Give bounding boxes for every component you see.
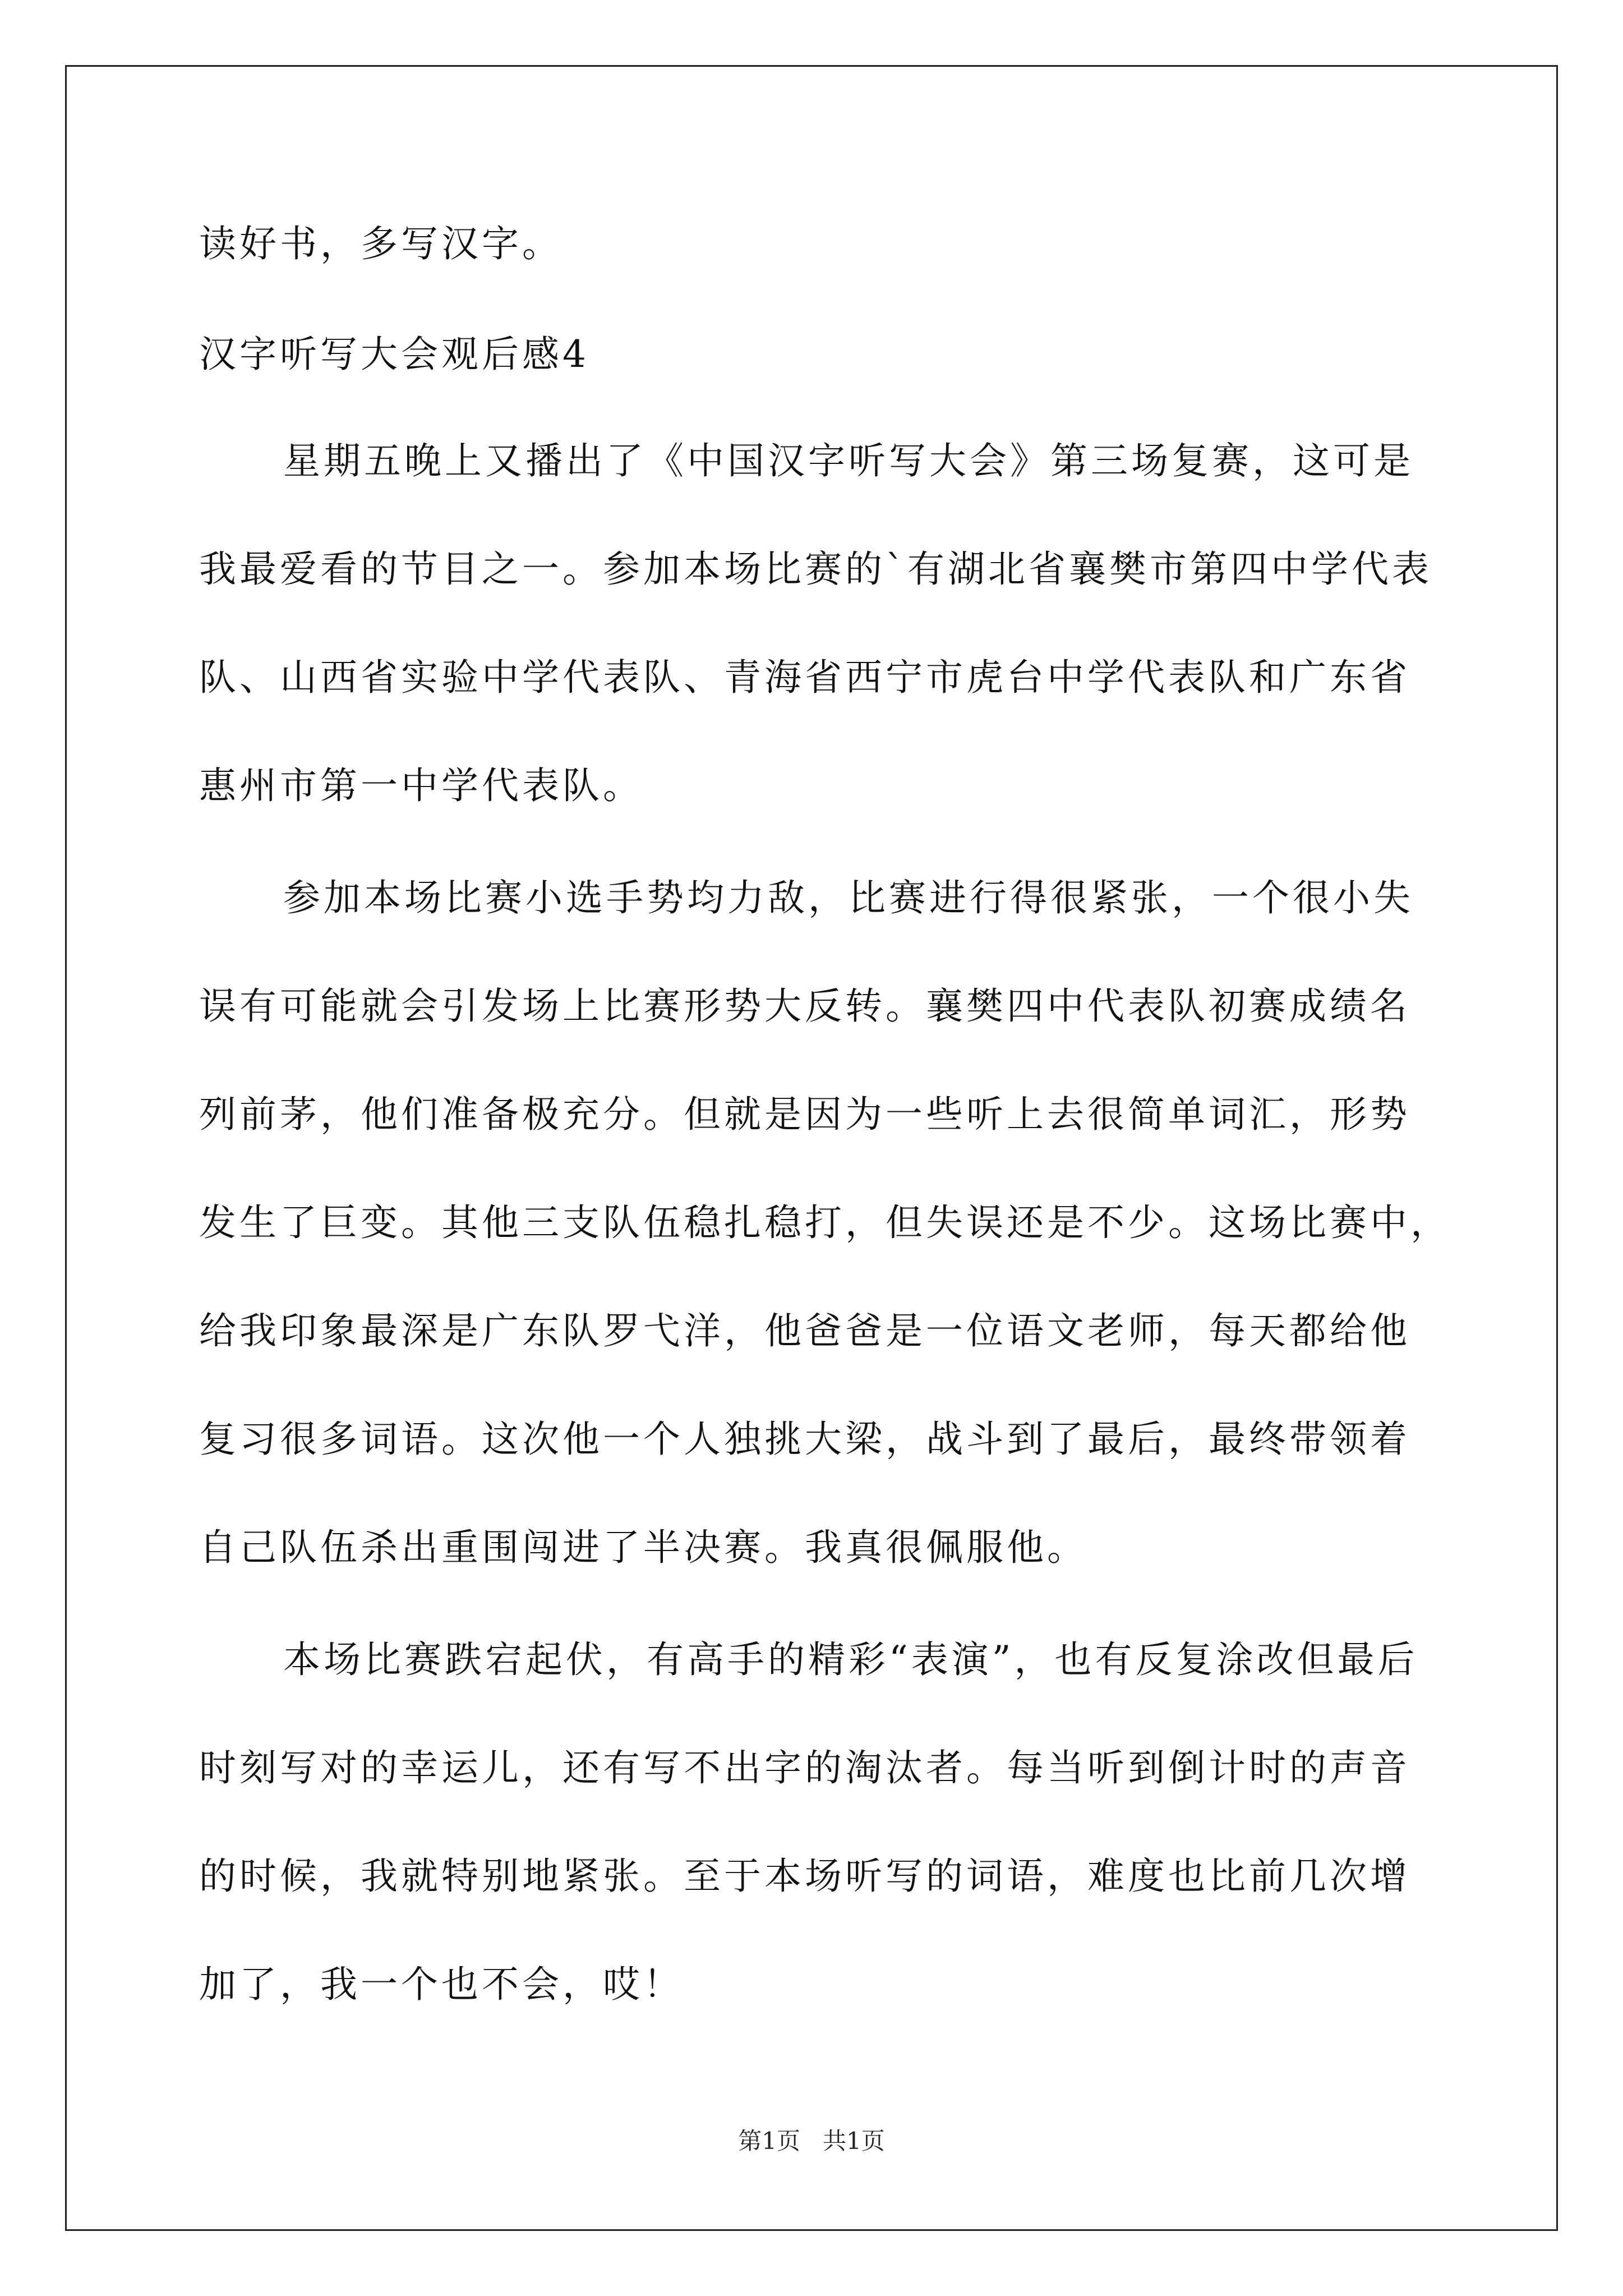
paragraph-3 (199, 1635, 1422, 2010)
paragraph-line: 队、山西省实验中学代表队、青海省西宁市虎台中学代表队和广东省 (199, 656, 1410, 699)
paragraph-line: 列前茅，他们准备极充分。但就是因为一些听上去很简单词汇，形势 (199, 1093, 1410, 1136)
paragraph-line: 本场比赛跌宕起伏，有高手的精彩“表演”，也有反复涂改但最后 (283, 1638, 1418, 1681)
paragraph-line: 复习很多词语。这次他一个人独挑大梁，战斗到了最后，最终带领着 (199, 1418, 1410, 1461)
paragraph-1 (199, 436, 1432, 811)
paragraph-line: 自己队伍杀出重围闯进了半决赛。我真很佩服他。 (199, 1526, 1087, 1569)
paragraph-2 (199, 873, 1451, 1573)
page-footer: 第1页 共1页 (738, 2127, 885, 2155)
paragraph-line: 时刻写对的幸运儿，还有写不出字的淘汰者。每当听到倒计时的声音 (199, 1746, 1410, 1789)
paragraph-line: 参加本场比赛小选手势均力敌，比赛进行得很紧张，一个很小失 (283, 876, 1414, 919)
document-body (199, 219, 1451, 2010)
document-heading: 汉字听写大会观后感4 (199, 333, 589, 376)
paragraph-line: 星期五晚上又播出了《中国汉字听写大会》第三场复赛，这可是 (283, 439, 1414, 482)
opening-line: 读好书，多写汉字。 (199, 222, 562, 265)
paragraph-line: 我最爱看的节目之一。参加本场比赛的`有湖北省襄樊市第四中学代表 (199, 547, 1432, 591)
paragraph-line: 的时候，我就特别地紧张。至于本场听写的词语，难度也比前几次增 (199, 1855, 1410, 1898)
paragraph-line: 发生了巨变。其他三支队伍稳扎稳打，但失误还是不少。这场比赛中， (199, 1201, 1451, 1244)
paragraph-line: 惠州市第一中学代表队。 (199, 764, 643, 807)
paragraph-line: 误有可能就会引发场上比赛形势大反转。襄樊四中代表队初赛成绩名 (199, 984, 1410, 1028)
paragraph-line: 给我印象最深是广东队罗弋洋，他爸爸是一位语文老师，每天都给他 (199, 1309, 1410, 1352)
paragraph-line: 加了，我一个也不会，哎！ (199, 1963, 684, 2006)
